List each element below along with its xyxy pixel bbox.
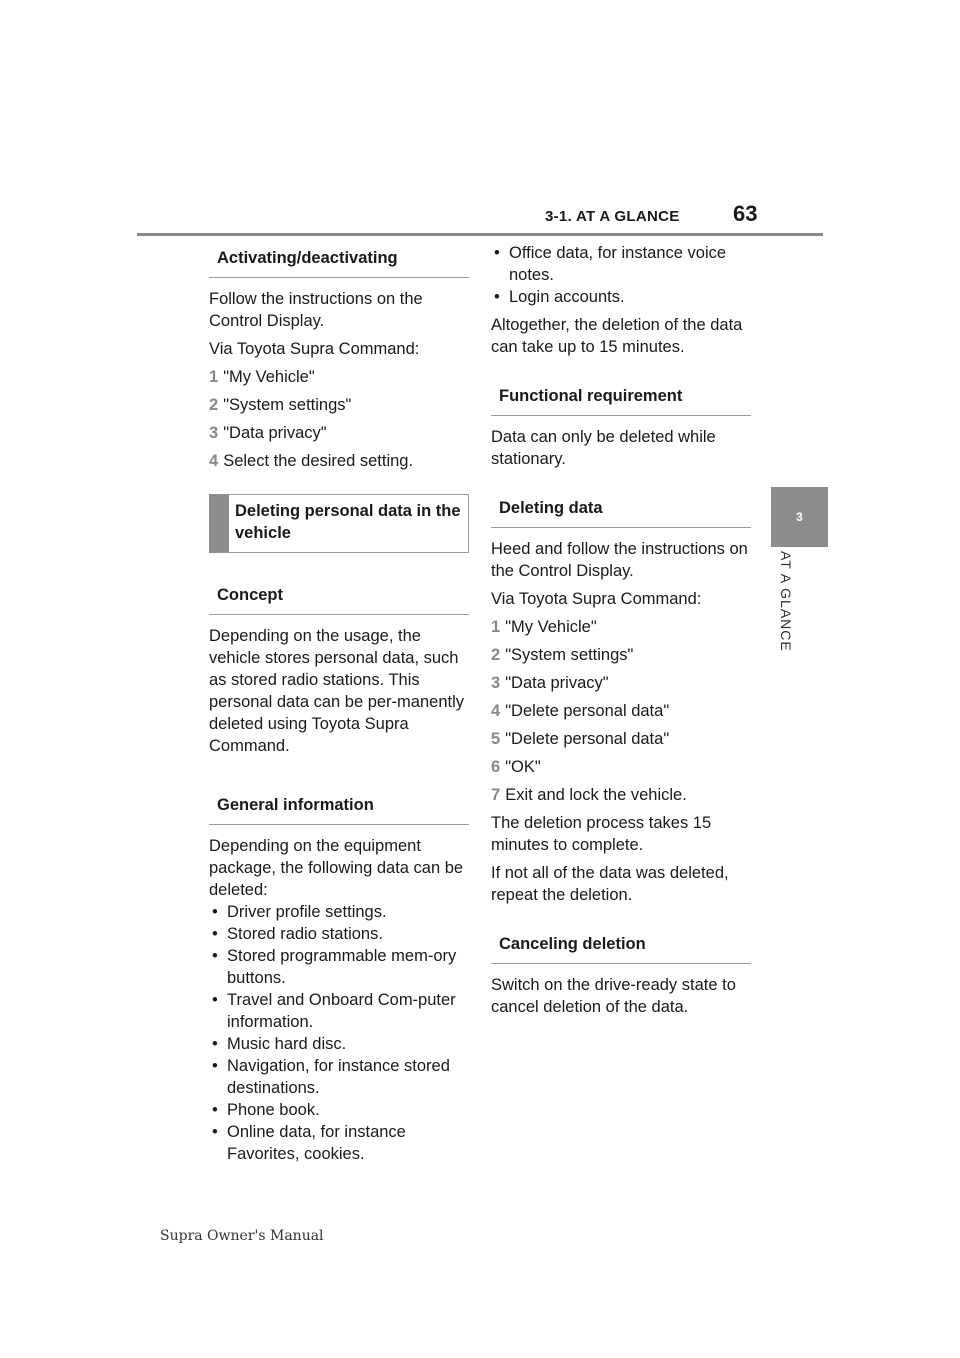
list-item: • Stored radio stations. xyxy=(209,923,469,945)
deleting-personal-data-heading: Deleting personal data in the vehicle xyxy=(209,494,469,553)
page-number: 63 xyxy=(733,201,758,226)
deleting-step: 4 "Delete personal data" xyxy=(491,702,670,720)
deleting-step: 1 "My Vehicle" xyxy=(491,618,597,636)
deletable-data-list-continued xyxy=(491,242,751,308)
left-column xyxy=(209,242,469,1171)
canceling-deletion-heading: Canceling deletion xyxy=(491,928,751,964)
concept-heading: Concept xyxy=(209,579,469,615)
activating-heading: Activating/deactivating xyxy=(209,242,469,278)
list-item: • Login accounts. xyxy=(491,286,751,308)
concept-text: Depending on the usage, the vehicle stores personal data, such as stored radio stations. This personal data can be per-manently deleted using Toyota Supra Command. xyxy=(209,627,464,755)
list-item: • Driver profile settings. xyxy=(209,901,469,923)
chapter-label: AT A GLANCE xyxy=(778,551,794,652)
process-text: The deletion process takes 15 minutes to complete. xyxy=(491,814,712,854)
general-text: Depending on the equipment package, the following data can be deleted: xyxy=(209,837,464,899)
repeat-text: If not all of the data was deleted, repeat the deletion. xyxy=(491,864,729,904)
section-title: 3-1. AT A GLANCE xyxy=(545,208,680,225)
list-item: • Online data, for instance Favorites, cookies. xyxy=(209,1121,469,1165)
activating-step: 4 Select the desired setting. xyxy=(209,452,414,470)
deleting-step: 5 "Delete personal data" xyxy=(491,730,670,748)
functional-text: Data can only be deleted while stationary. xyxy=(491,428,716,468)
header-rule xyxy=(137,233,823,236)
functional-requirement-heading: Functional requirement xyxy=(491,380,751,416)
activating-via: Via Toyota Supra Command: xyxy=(209,340,420,358)
list-item: • Phone book. xyxy=(209,1099,469,1121)
canceling-text: Switch on the drive-ready state to cancel deletion of the data. xyxy=(491,976,736,1016)
deleting-step: 6 "OK" xyxy=(491,758,541,776)
activating-intro: Follow the instructions on the Control Display. xyxy=(209,290,423,330)
list-item: • Stored programmable mem-ory buttons. xyxy=(209,945,469,989)
deleting-step: 7 Exit and lock the vehicle. xyxy=(491,786,687,804)
deleting-step: 3 "Data privacy" xyxy=(491,674,609,692)
activating-step: 1 "My Vehicle" xyxy=(209,368,315,386)
footer-manual-title: Supra Owner's Manual xyxy=(160,1228,324,1244)
activating-step: 2 "System settings" xyxy=(209,396,352,414)
deleting-step-list xyxy=(491,616,751,806)
activating-step: 3 "Data privacy" xyxy=(209,424,327,442)
deleting-data-heading: Deleting data xyxy=(491,492,751,528)
list-item: • Music hard disc. xyxy=(209,1033,469,1055)
deleting-step: 2 "System settings" xyxy=(491,646,634,664)
chapter-tab: 3 xyxy=(771,487,828,547)
right-column xyxy=(491,242,751,1024)
deletable-data-list xyxy=(209,901,469,1165)
list-item: • Navigation, for instance stored destinations. xyxy=(209,1055,469,1099)
activating-step-list xyxy=(209,366,469,472)
list-item: • Travel and Onboard Com-puter information. xyxy=(209,989,469,1033)
list-item: • Office data, for instance voice notes. xyxy=(491,242,751,286)
deleting-via: Via Toyota Supra Command: xyxy=(491,590,702,608)
altogether-text: Altogether, the deletion of the data can take up to 15 minutes. xyxy=(491,316,743,356)
deleting-intro: Heed and follow the instructions on the Control Display. xyxy=(491,540,748,580)
general-information-heading: General information xyxy=(209,789,469,825)
